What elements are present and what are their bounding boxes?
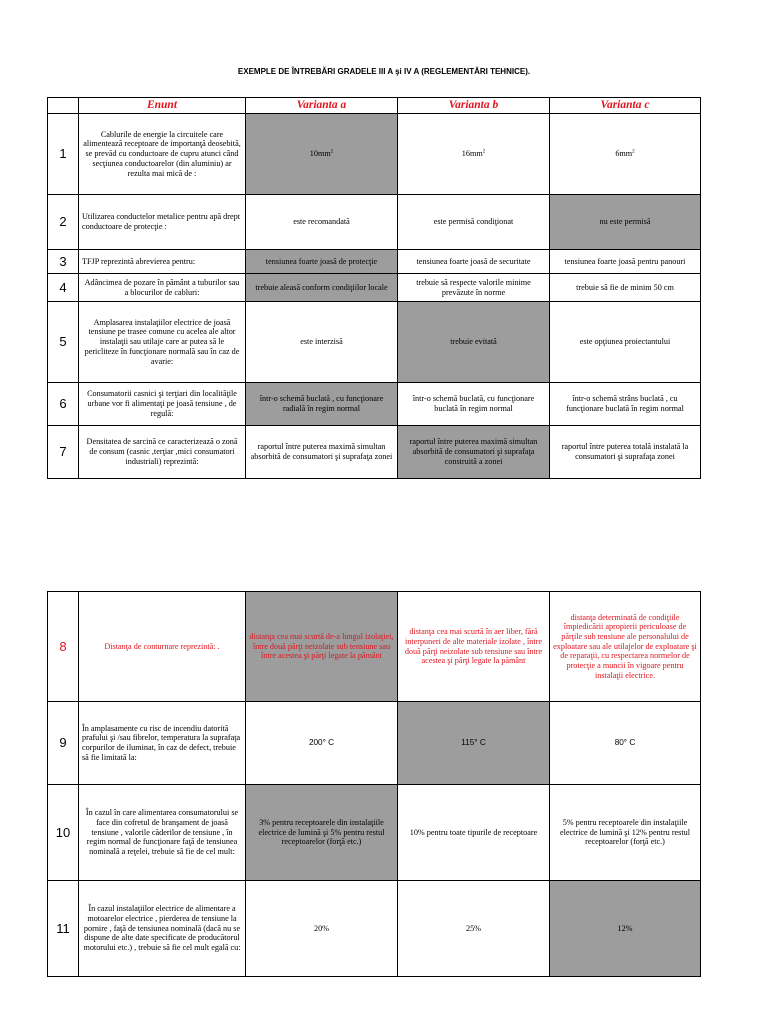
row-number: 6 <box>48 383 79 426</box>
table-row <box>48 114 701 195</box>
header-varianta-c: Varianta c <box>550 98 701 114</box>
question-text: TFJP reprezintă abrevierea pentru: <box>79 250 246 274</box>
answer-a: este interzisă <box>246 302 398 383</box>
question-text: Utilizarea conductelor metalice pentru apă drept conductoare de protecţie : <box>79 195 246 250</box>
table-row <box>48 702 701 785</box>
answer-c: 80° C <box>550 702 701 785</box>
table-row <box>48 881 701 977</box>
row-number: 5 <box>48 302 79 383</box>
question-text: Amplasarea instalaţiilor electrice de joasă tensiune pe trasee comune cu acelea ale altor instalaţii sau utilaje care ar putea să le pericliteze în funcţionare normală sau în caz de avarie: <box>79 302 246 383</box>
question-text: Adâncimea de pozare în pământ a tuburilor sau a blocurilor de cabluri: <box>79 274 246 302</box>
question-text: În amplasamente cu risc de incendiu datorită prafului şi /sau fibrelor, temperatura la suprafaţa corpurilor de iluminat, în caz de defect, trebuie să fie limitată la: <box>79 702 246 785</box>
answer-a: trebuie aleasă conform condiţiilor locale <box>246 274 398 302</box>
question-text: Consumatorii casnici şi terţiari din localităţile urbane vor fi alimentaţi pe joasă tensiune , de regulă: <box>79 383 246 426</box>
empty-header-cell <box>48 98 79 114</box>
header-varianta-b: Varianta b <box>398 98 550 114</box>
question-text: În cazul instalaţiilor electrice de alimentare a motoarelor electrice , pierderea de tensiune la pornire , faţă de tensiunea nominală (dacă nu se dispune de alte date specificate de producătorul motorului etc.) , trebuie să fie cel mult egală cu: <box>79 881 246 977</box>
table-header-row <box>48 98 701 114</box>
answer-b: 115° C <box>398 702 550 785</box>
answer-c: $6mm^2$ <box>550 114 701 195</box>
page-title: EXEMPLE DE ÎNTREBĂRI GRADELE III A şi IV A (REGLEMENTĂRI TEHNICE). <box>237 67 531 76</box>
answer-b: 25% <box>398 881 550 977</box>
answer-b: 10% pentru toate tipurile de receptoare <box>398 785 550 881</box>
answer-a: $10mm^2$ <box>246 114 398 195</box>
row-number: 7 <box>48 426 79 479</box>
row-number: 9 <box>48 702 79 785</box>
row-number: 8 <box>48 592 79 702</box>
row-number: 3 <box>48 250 79 274</box>
table-row <box>48 426 701 479</box>
questions-table-1 <box>47 97 701 479</box>
table-row <box>48 250 701 274</box>
table-row <box>48 274 701 302</box>
answer-b: trebuie să respecte valorile minime prevăzute în norme <box>398 274 550 302</box>
answer-b: tensiunea foarte joasă de securitate <box>398 250 550 274</box>
answer-b: raportul între puterea maximă simultan absorbită de consumatori şi suprafaţa construită a zonei <box>398 426 550 479</box>
table-row <box>48 785 701 881</box>
answer-a: 200° C <box>246 702 398 785</box>
answer-b: într-o schemă buclată, cu funcţionare buclată în regim normal <box>398 383 550 426</box>
row-number: 11 <box>48 881 79 977</box>
answer-c: tensiunea foarte joasă pentru panouri <box>550 250 701 274</box>
question-text: Densitatea de sarcină ce caracterizează o zonă de consum (casnic ,terţiar ,mici consumatori industriali) reprezintă: <box>79 426 246 479</box>
answer-a: tensiunea foarte joasă de protecţie <box>246 250 398 274</box>
questions-table-2 <box>47 591 701 977</box>
row-number: 10 <box>48 785 79 881</box>
row-number: 2 <box>48 195 79 250</box>
answer-c: nu este permisă <box>550 195 701 250</box>
answer-b: este permisă condiţionat <box>398 195 550 250</box>
question-text: Distanţa de conturnare reprezintă: . <box>79 592 246 702</box>
answer-c: 12% <box>550 881 701 977</box>
table-row <box>48 195 701 250</box>
answer-a: într-o schemă buclată , cu funcţionare radială în regim normal <box>246 383 398 426</box>
question-text: În cazul în care alimentarea consumatorului se face din cofretul de branşament de joasă tensiune , valorile căderilor de tensiune , în regim normal de funcţionare faţă de tensiunea nominală a reţelei, trebuie să fie de cel mult: <box>79 785 246 881</box>
row-number: 1 <box>48 114 79 195</box>
question-text: Cablurile de energie la circuitele care alimentează receptoare de importanţă deosebită, se prevăd cu conductoare de cupru atunci când secţiunea conductoarelor (din aluminiu) ar rezulta mai mică de : <box>79 114 246 195</box>
answer-c: 5% pentru receptoarele din instalaţiile electrice de lumină şi 12% pentru restul receptoarelor (forţă etc.) <box>550 785 701 881</box>
answer-a: 20% <box>246 881 398 977</box>
row-number: 4 <box>48 274 79 302</box>
answer-b: $16mm^2$ <box>398 114 550 195</box>
answer-c: trebuie să fie de minim 50 cm <box>550 274 701 302</box>
answer-b: trebuie evitată <box>398 302 550 383</box>
answer-a: 3% pentru receptoarele din instalaţiile electrice de lumină şi 5% pentru restul receptoarelor (forţă etc.) <box>246 785 398 881</box>
answer-a: este recomandată <box>246 195 398 250</box>
answer-c: este opţiunea proiectantului <box>550 302 701 383</box>
header-varianta-a: Varianta a <box>246 98 398 114</box>
answer-b: distanţa cea mai scurtă în aer liber, fără interpuneri de alte materiale izolate , între două părţi neizolate sub tensiune sau între acestea şi părţi legate la pământ <box>398 592 550 702</box>
answer-a: raportul între puterea maximă simultan absorbită de consumatori şi suprafaţa zonei <box>246 426 398 479</box>
table-row <box>48 592 701 702</box>
answer-c: distanţa determinată de condiţiile împiedicării apropierii periculoase de părţile sub tensiune ale personalului de exploatare sau ale utilajelor de exploatare şi de reparaţii, cu respectarea normelor de protecţie a muncii în vigoare pentru instalaţii electrice. <box>550 592 701 702</box>
header-enunt: Enunt <box>79 98 246 114</box>
table-row <box>48 383 701 426</box>
answer-a: distanţa cea mai scurtă de-a lungul izolaţiei, între două părţi neizolate sub tensiune sau între acestea şi părţi legate la pământ <box>246 592 398 702</box>
answer-c: raportul între puterea totală instalată la consumatori şi suprafaţa zonei <box>550 426 701 479</box>
table-row <box>48 302 701 383</box>
answer-c: într-o schemă strâns buclată , cu funcţionare buclată în regim normal <box>550 383 701 426</box>
